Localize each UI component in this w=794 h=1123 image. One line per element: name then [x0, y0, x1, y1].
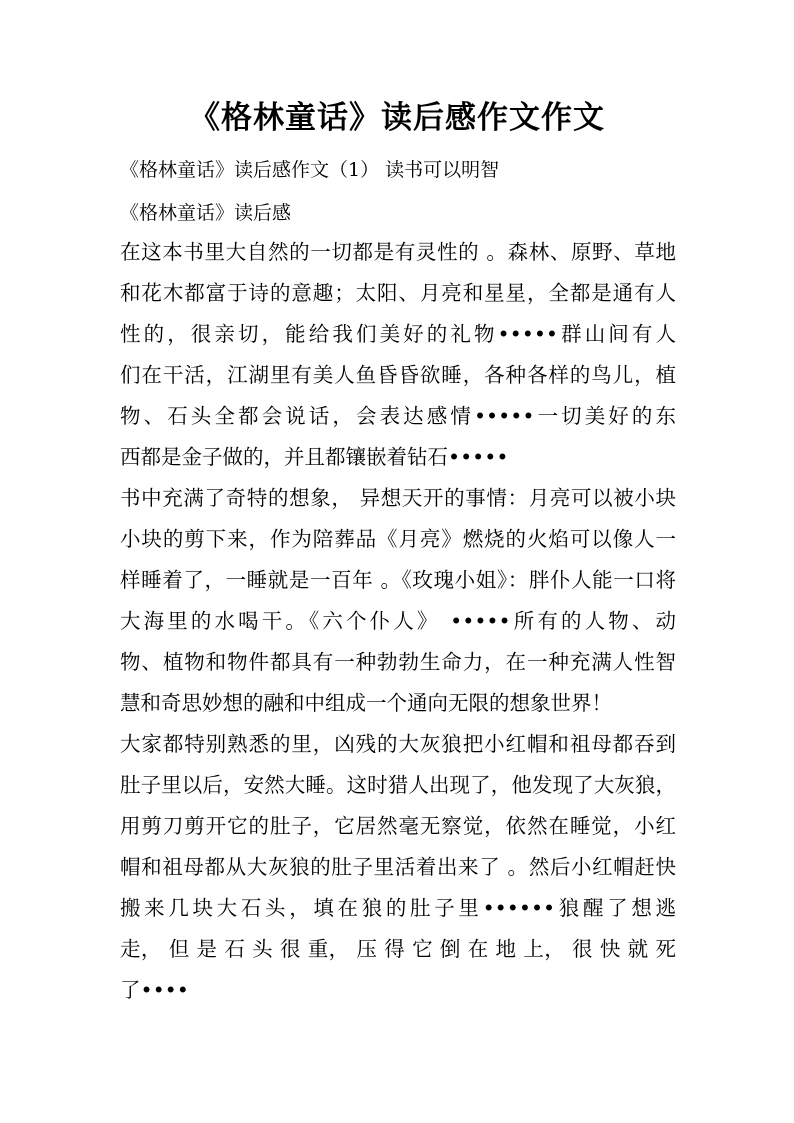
paragraph-line: 搬来几块大石头，填在狼的肚子里••••••狼醒了想逃 — [120, 896, 676, 920]
paragraph-line: 大海里的水喝干。《六个仆人》 •••••所有的人物、动 — [120, 609, 676, 633]
document-title: 《格林童话》读后感作文作文 — [189, 100, 605, 136]
paragraph-line: 和花木都富于诗的意趣；太阳、月亮和星星，全都是通有人 — [120, 281, 676, 305]
paragraph-line: 们在干活，江湖里有美人鱼昏昏欲睡，各种各样的鸟儿，植 — [120, 363, 676, 387]
paragraph-line: 书中充满了奇特的想象， 异想天开的事情：月亮可以被小块 — [120, 486, 676, 510]
paragraph-line: 大家都特别熟悉的里，凶残的大灰狼把小红帽和祖母都吞到 — [120, 732, 676, 756]
paragraph-1 — [120, 232, 676, 478]
paragraph-3 — [120, 724, 676, 1011]
paragraph-line: 样睡着了，一睡就是一百年 。《玫瑰小姐》：胖仆人能一口将 — [120, 568, 676, 592]
paragraph-line: 了•••• — [120, 978, 189, 1002]
paragraph-line: 肚子里以后，安然大睡。这时猎人出现了，他发现了大灰狼， — [120, 773, 676, 797]
paragraph-line: 用剪刀剪开它的肚子，它居然毫无察觉，依然在睡觉，小红 — [120, 814, 676, 838]
paragraph-line: 帽和祖母都从大灰狼的肚子里活着出来了 。然后小红帽赶快 — [120, 855, 676, 879]
paragraph-2 — [120, 478, 676, 724]
paragraph-line: 走， 但 是 石 头 很 重， 压 得 它 倒 在 地 上， 很 快 就 死 — [120, 937, 676, 961]
paragraph-line: 物、植物和物件都具有一种勃勃生命力，在一种充满人性智 — [120, 650, 676, 674]
paragraph-line: 小块的剪下来，作为陪葬品《月亮》燃烧的火焰可以像人一 — [120, 527, 676, 551]
paragraph-line: 在这本书里大自然的一切都是有灵性的 。森林、原野、草地 — [120, 240, 676, 264]
paragraph-line: 西都是金子做的，并且都镶嵌着钻石••••• — [120, 445, 509, 469]
section-subheading: 《格林童话》读后感 — [120, 202, 292, 224]
section-heading: 《格林童话》读后感作文（1） 读书可以明智 — [120, 159, 500, 181]
paragraph-line: 性的，很亲切，能给我们美好的礼物•••••群山间有人 — [120, 322, 676, 346]
paragraph-line: 慧和奇思妙想的融和中组成一个通向无限的想象世界！ — [120, 691, 612, 715]
paragraph-line: 物、石头全都会说话，会表达感情•••••一切美好的东 — [120, 404, 676, 428]
